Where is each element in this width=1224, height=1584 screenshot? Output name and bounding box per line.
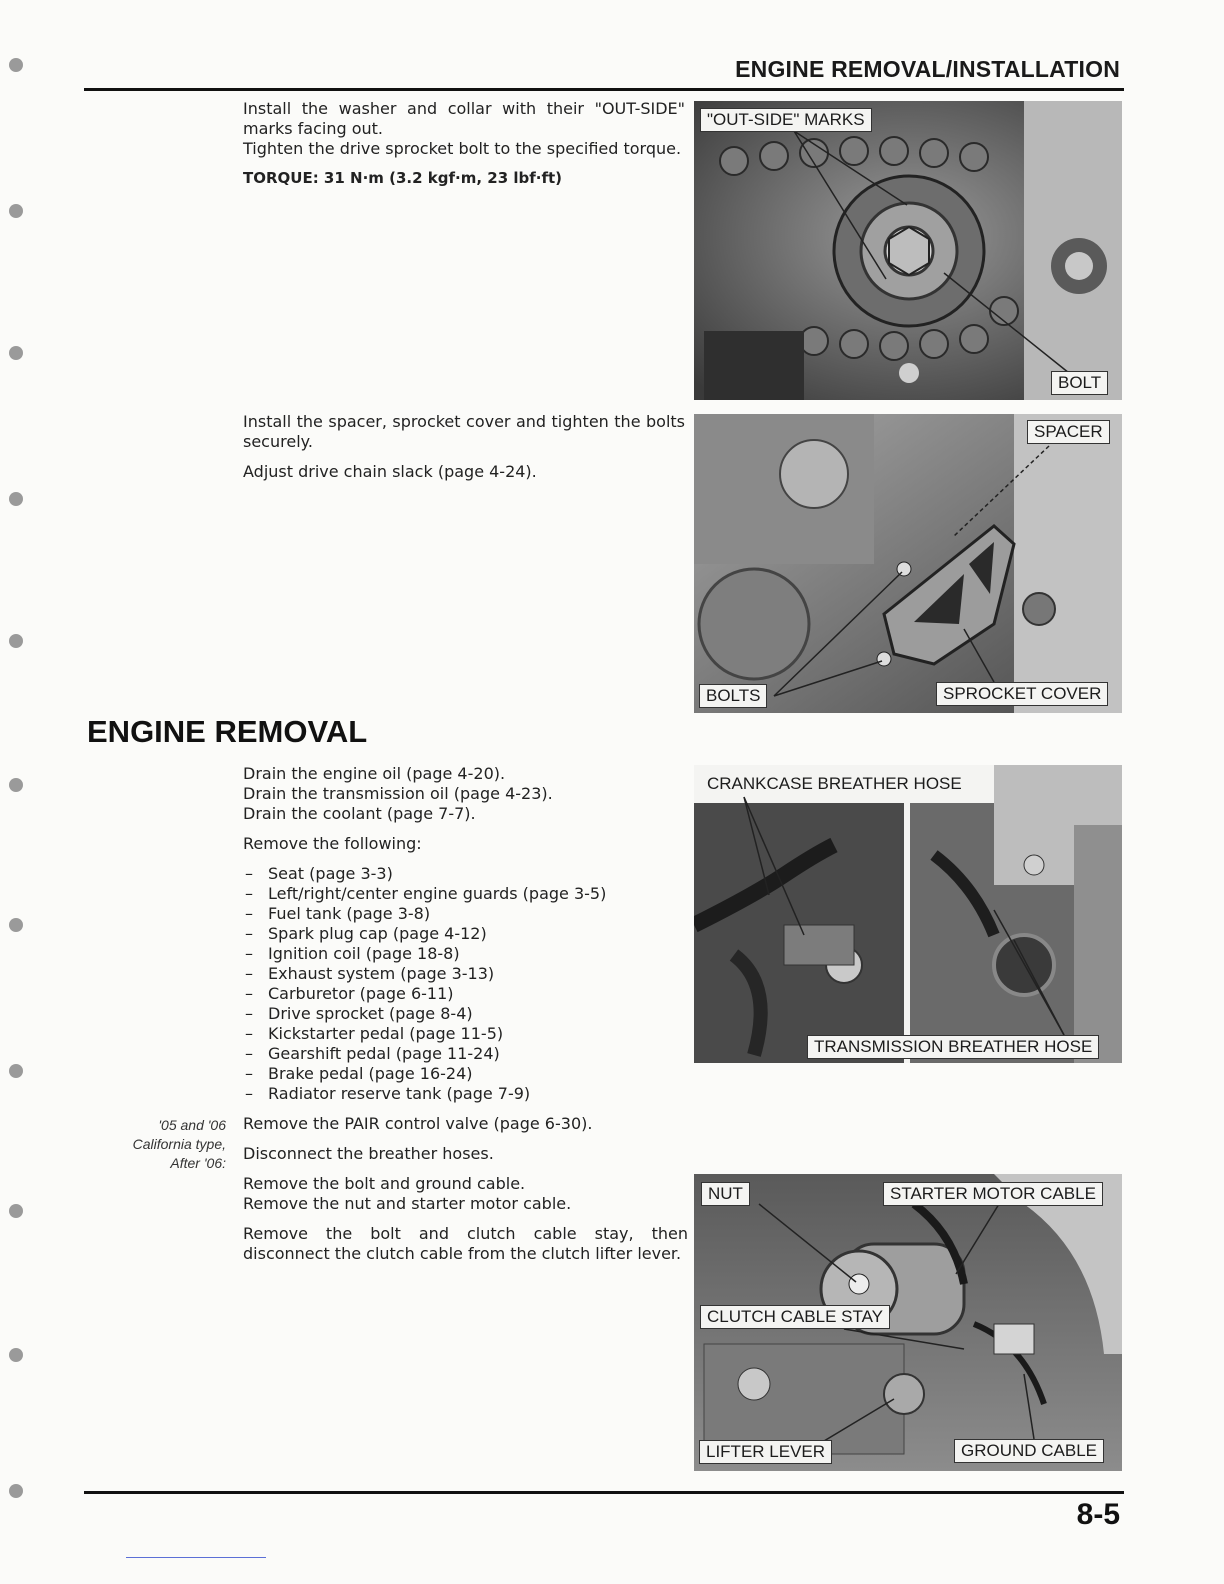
list-item: – Seat (page 3-3) bbox=[245, 864, 393, 883]
header-rule bbox=[84, 88, 1124, 91]
model-side-note: '05 and '06 California type, After '06: bbox=[132, 1117, 226, 1171]
breather-step: Disconnect the breather hoses. bbox=[243, 1144, 494, 1163]
page-header-title: ENGINE REMOVAL/INSTALLATION bbox=[735, 56, 1120, 82]
binder-hole bbox=[9, 918, 23, 932]
paragraph: Adjust drive chain slack (page 4-24). bbox=[243, 462, 537, 481]
list-item: – Kickstarter pedal (page 11-5) bbox=[245, 1024, 504, 1043]
starter-step: Remove the nut and starter motor cable. bbox=[243, 1194, 572, 1213]
list-item: – Drive sprocket (page 8-4) bbox=[245, 1004, 473, 1023]
binder-hole bbox=[9, 1348, 23, 1362]
binder-hole bbox=[9, 492, 23, 506]
list-item: – Gearshift pedal (page 11-24) bbox=[245, 1044, 500, 1063]
clutch-step: Remove the bolt and clutch cable stay, then disconnect the clutch cable from the clutch lifter lever. bbox=[243, 1224, 688, 1263]
ground-step: Remove the bolt and ground cable. bbox=[243, 1174, 526, 1193]
binder-hole bbox=[9, 346, 23, 360]
list-item: – Radiator reserve tank (page 7-9) bbox=[245, 1084, 531, 1103]
callout-bolt: BOLT bbox=[1051, 371, 1108, 395]
list-item: – Exhaust system (page 3-13) bbox=[245, 964, 495, 983]
callout-crankcase-breather: CRANKCASE BREATHER HOSE bbox=[701, 773, 968, 795]
remove-intro: Remove the following: bbox=[243, 834, 422, 853]
remove-list bbox=[243, 864, 688, 1104]
callout-transmission-breather: TRANSMISSION BREATHER HOSE bbox=[807, 1035, 1099, 1059]
binder-hole bbox=[9, 778, 23, 792]
callout-spacer: SPACER bbox=[1027, 420, 1110, 444]
list-item: – Left/right/center engine guards (page 3-5) bbox=[245, 884, 607, 903]
install-washer-text bbox=[243, 99, 685, 188]
paragraph: Install the washer and collar with their "OUT-SIDE" marks facing out. bbox=[243, 99, 685, 138]
drain-step: Drain the engine oil (page 4-20). bbox=[243, 764, 506, 783]
photo-breather-hoses bbox=[694, 765, 1122, 1063]
list-item: – Fuel tank (page 3-8) bbox=[245, 904, 431, 923]
footer-rule bbox=[84, 1491, 1124, 1494]
paragraph: Install the spacer, sprocket cover and tighten the bolts securely. bbox=[243, 412, 685, 451]
paragraph: Tighten the drive sprocket bolt to the specified torque. bbox=[243, 139, 682, 158]
engine-removal-steps bbox=[243, 764, 688, 1264]
callout-starter-motor-cable: STARTER MOTOR CABLE bbox=[883, 1182, 1103, 1206]
photo-sprocket-cover bbox=[694, 414, 1122, 713]
callout-nut: NUT bbox=[701, 1182, 750, 1206]
drain-step: Drain the transmission oil (page 4-23). bbox=[243, 784, 553, 803]
callout-lifter-lever: LIFTER LEVER bbox=[699, 1440, 832, 1464]
bottom-underline bbox=[126, 1557, 266, 1558]
list-item: – Ignition coil (page 18-8) bbox=[245, 944, 460, 963]
callout-outside-marks: "OUT-SIDE" MARKS bbox=[700, 108, 872, 132]
section-title: ENGINE REMOVAL bbox=[87, 714, 368, 749]
torque-spec: TORQUE: 31 N·m (3.2 kgf·m, 23 lbf·ft) bbox=[243, 169, 563, 187]
photo-starter-clutch bbox=[694, 1174, 1122, 1471]
pair-step: Remove the PAIR control valve (page 6-30). bbox=[243, 1114, 593, 1133]
list-item: – Spark plug cap (page 4-12) bbox=[245, 924, 487, 943]
callout-clutch-cable-stay: CLUTCH CABLE STAY bbox=[700, 1305, 890, 1329]
drain-step: Drain the coolant (page 7-7). bbox=[243, 804, 476, 823]
callout-ground-cable: GROUND CABLE bbox=[954, 1439, 1104, 1463]
photo-drive-sprocket bbox=[694, 101, 1122, 400]
list-item: – Carburetor (page 6-11) bbox=[245, 984, 454, 1003]
binder-hole bbox=[9, 1204, 23, 1218]
page-number: 8-5 bbox=[1076, 1498, 1120, 1531]
install-spacer-text bbox=[243, 412, 685, 482]
list-item: – Brake pedal (page 16-24) bbox=[245, 1064, 473, 1083]
callout-sprocket-cover: SPROCKET COVER bbox=[936, 682, 1108, 706]
binder-hole bbox=[9, 1064, 23, 1078]
binder-hole bbox=[9, 634, 23, 648]
binder-hole bbox=[9, 58, 23, 72]
binder-hole bbox=[9, 204, 23, 218]
callout-bolts: BOLTS bbox=[699, 684, 767, 708]
binder-hole bbox=[9, 1484, 23, 1498]
